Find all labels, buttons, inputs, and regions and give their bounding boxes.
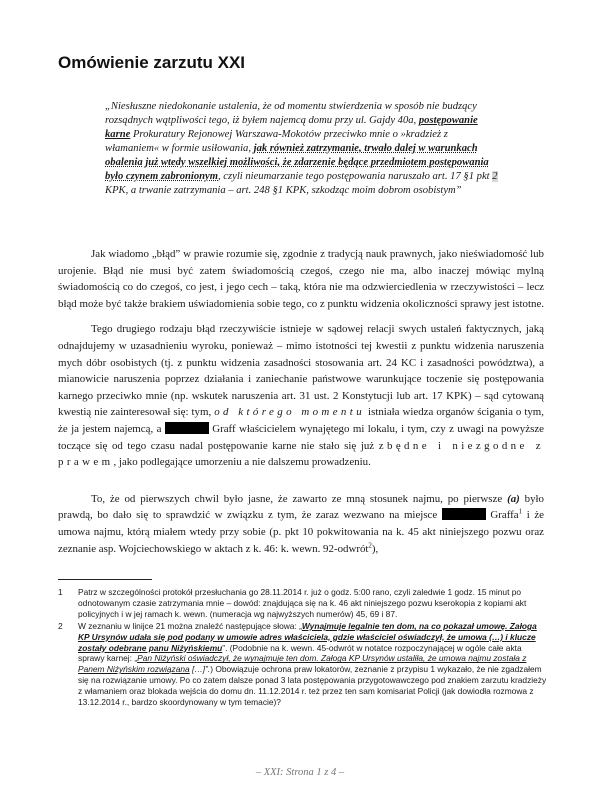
- para2-spaced-1: od którego momentu: [214, 406, 366, 419]
- paragraph-3: [58, 491, 544, 557]
- quote-text-2: Prokuratury Rejonowej Warszawa-Mokotów przeciwko mnie o »kradzież z włamaniem« w formie usiłowania,: [105, 129, 448, 154]
- footnote-separator: [58, 579, 152, 580]
- para3-marker: (a): [507, 492, 520, 505]
- para3-text-a: To, że od pierwszych chwil było jasne, że zawarto ze mną stosunek najmu, po pierwsze: [91, 492, 508, 505]
- fn2-italic-tail: […]”.: [189, 664, 211, 675]
- para2-text-b: istniała wiedza organów ścigania o tym, że ja jestem najemcą, a: [58, 406, 544, 435]
- fn2-text-b: ”. (Podobnie na k. wewn. 45-odwrót w notatce rozpoczynającej w ogóle całe akta sprawy karnej: „: [78, 642, 522, 664]
- page-footer: – XXI: Strona 1 z 4 –: [255, 767, 345, 778]
- redaction-block: [442, 508, 486, 520]
- paragraph-1: Jak wiadomo „błąd” w prawie rozumie się, zgodnie z tradycją nauk prawnych, jako nieświadomość lub urojenie. Błąd nie musi być zatem świadomością czegoś, czego nie ma, albo inaczej mówiąc mylną świadomością co do czegoś, co jest, i jego cech – taką, która nie ma odzwierciedlenia w rzeczywistości – lecz błąd może być także brakiem uświadomienia sobie tego, co z punktu widzenia okoliczności sprawy jest istotne.: [58, 248, 545, 310]
- fn2-italic-quote: Pan Niżyński oświadczył, że wynajmuje ten dom. Załoga KP Ursynów ustaliła, że umowa najmu została z Panem Niżyńskim rozwiązana: [78, 653, 527, 675]
- quote-underline-1: postępowanie karne: [105, 115, 478, 140]
- paragraph-2: [58, 321, 544, 470]
- para3-text-c: Graffa: [490, 509, 519, 522]
- quote-underline-2: jak również zatrzymanie, trwało dalej w warunkach obalenia już wtedy wszelkiej możliwości, że zdarzenie będące przedmiotem postępowania było czynem zabronionym: [105, 143, 489, 182]
- footnote-text: Patrz w szczególności protokół przesłuchania go 28.11.2014 r. już o godz. 5:00 rano, czyli zaledwie 1 godz. 15 minut po odnotowanym czasie zatrzymania mnie – dowód: znajdująca się na k. 46 akt niniejszego pozwu kserokopia z kopiami akt policyjnych i w jej ramach k. wewn. (numeracja wg najwyższych numerów) 45, 69 i 87.: [78, 587, 527, 619]
- fn2-bold-quote: Wynajmuje legalnie ten dom, na co pokazał umowę. Załoga KP Ursynów udała się pod podany w umowie adres właściciela, gdzie właściciel oświadczył, że umowa (…) i klucze zostały odebrane panu Niżyńskiemu: [78, 621, 537, 653]
- quote-highlight: 2: [492, 171, 498, 182]
- para3-text-e: ),: [371, 542, 379, 555]
- redaction-block: [165, 422, 209, 434]
- footnote-ref-1[interactable]: 1: [518, 507, 523, 516]
- main-text: [58, 246, 544, 566]
- footnote-ref-2[interactable]: 2: [368, 540, 372, 549]
- footnote-2: [58, 621, 548, 707]
- para2-text-c: Graff właścicielem wynajętego mi lokalu, i tym, czy z uwagi na powyższe toczące się od tego czasu nadal postępowanie karne nie stało się już: [58, 422, 544, 452]
- fn2-text-a: W zeznaniu w linijce 21 można znaleźć następujące słowa: „: [78, 621, 302, 631]
- fn2-text-c: ) Obowiązuje ochrona praw lokatorów, zeznanie z przypisu 1 wykazało, że nie zgadzałem się na rozwiązanie umowy. Po co zatem dalsze ponad 3 lata postępowania przygotowawczego pod znakiem zarzutu kradzieży z włamaniem oraz blokada wejścia do domu dn. 11.12.2014 r. też przez ten sam komisariat Policji (jak dowiodła rozmowa z 13.12.2014 r., bardzo skoordynowany w tym temacie)?: [78, 664, 547, 707]
- footnote-1: [58, 587, 548, 619]
- quote-text-1: „Niesłuszne niedokonanie ustalenia, że od momentu stwierdzenia w sposób nie budzący rozsądnych wątpliwości tego, iż byłem najemcą domu przy ul. Gajdy 40a,: [105, 101, 477, 126]
- footnote-text: [78, 621, 548, 707]
- para3-text-b: było prawdą, bo dało się to sprawdzić w związku z tym, że zaraz wezwano na miejsce: [58, 492, 544, 522]
- block-quote: [105, 100, 498, 198]
- para2-text-d: , jako podlegające umorzeniu a nie dalszemu prowadzeniu.: [113, 456, 371, 469]
- quote-text-4: KPK, a trwanie zatrzymania – art. 248 §1 KPK, szkodząc moim dobrom osobistym”: [105, 185, 462, 196]
- para2-text-a: Tego drugiego rodzaju błąd rzeczywiście istnieje w sądowej relacji swych ustaleń faktycznych, jaką odnajdujemy w uzasadnieniu wyroku, ponieważ – mimo istotności tej kwestii z punktu widzenia naruszenia mych dóbr osobistych (tj. z punktu widzenia zasadności stosowania art. 24 KC i zasadności powództwa), a mianowicie naruszenia poprzez działania i zaniechanie państwowe warunkujące toczenie się postępowania karnego przeciwko mnie (np. wskutek naruszenia art. 31 ust. 2 Konstytucji lub art. 17 KPK) – sąd cytowaną kwestią nie zainteresował się: tym,: [58, 323, 544, 419]
- footnote-number: 1: [58, 587, 63, 597]
- para2-spaced-2: zbędne i niezgodne z prawem: [58, 439, 544, 469]
- page-title: Omówienie zarzutu XXI: [58, 53, 246, 72]
- para3-text-d: i że umowa najmu, którą miałem wtedy przy sobie (p. pkt 10 pokwitowania na k. 45 akt niniejszego pozwu oraz zeznanie asp. Wojciechowskiego w aktach z k. 46: k. wewn. 92-odwrót: [58, 509, 544, 555]
- quote-text-3: , czyli nieumarzanie tego postępowania naruszało art. 17 §1 pkt: [218, 171, 493, 182]
- footnote-number: 2: [58, 621, 63, 631]
